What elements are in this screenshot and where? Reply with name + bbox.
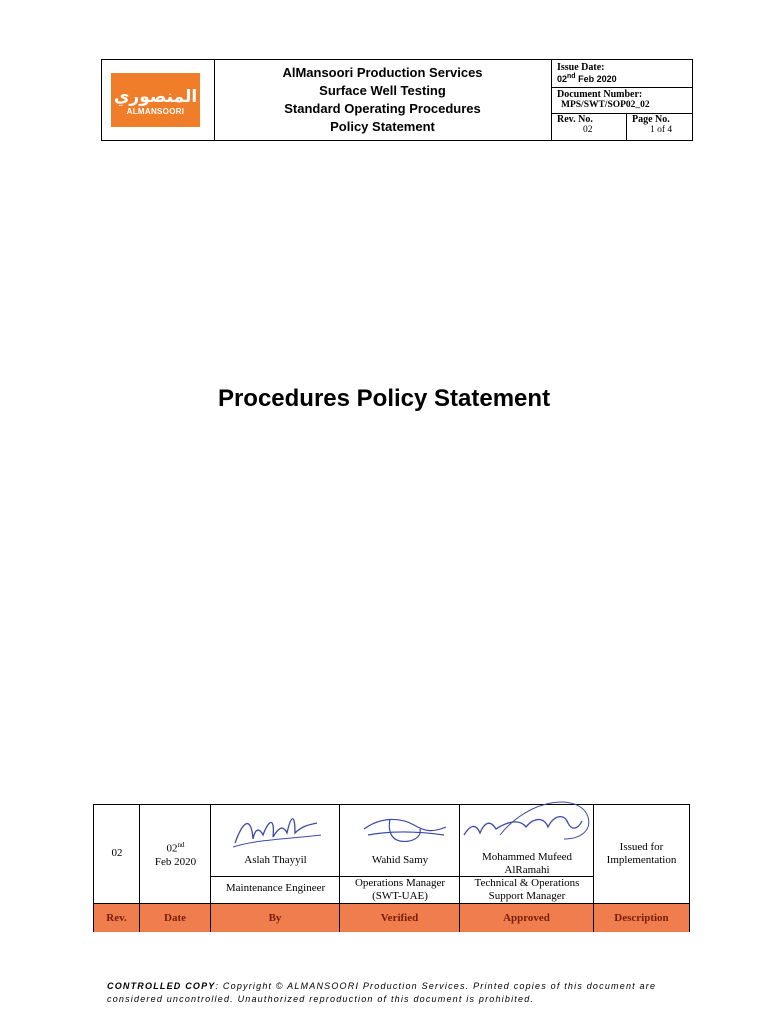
by-name: Aslah Thayyil — [244, 854, 307, 866]
signature-aslah — [229, 809, 324, 853]
document-number-value: MPS/SWT/SOP02_02 — [561, 100, 650, 110]
verified-role-line-2: (SWT-UAE) — [372, 890, 428, 902]
by-cell — [211, 805, 340, 903]
revision-table — [93, 804, 690, 932]
by-role: Maintenance Engineer — [225, 882, 326, 894]
rev-no-cell — [551, 113, 627, 140]
approved-role-line-1: Technical & Operations — [474, 877, 580, 889]
header-title-line-4: Policy Statement — [330, 119, 435, 134]
issue-date-day: 02 — [557, 74, 568, 84]
issue-date-rest: Feb 2020 — [575, 74, 617, 84]
page-no-label: Page No. — [632, 114, 670, 125]
by-divider — [211, 876, 339, 877]
description-cell — [594, 805, 689, 903]
approved-cell — [460, 805, 594, 903]
document-header — [101, 59, 693, 141]
controlled-copy-label: CONTROLLED COPY — [107, 981, 216, 991]
date-value — [140, 839, 211, 869]
date-rest: Feb 2020 — [154, 855, 197, 868]
verified-role — [340, 877, 460, 903]
issue-date-label: Issue Date: — [557, 62, 605, 73]
rev-cell — [94, 805, 140, 903]
approved-name — [460, 851, 594, 877]
approved-role — [460, 877, 594, 903]
issue-date-suffix: nd — [567, 73, 576, 80]
logo-english-text: ALMANSOORI — [126, 107, 185, 116]
header-title-line-3: Standard Operating Procedures — [284, 101, 481, 116]
description-line-2: Implementation — [606, 854, 677, 866]
date-suffix: nd — [177, 841, 185, 849]
page-no-value: 1 of 4 — [650, 125, 673, 135]
issue-date-value — [557, 73, 617, 84]
description-value — [594, 841, 689, 867]
header-rev: Rev. — [94, 904, 140, 932]
document-number-cell — [551, 87, 692, 114]
footer-copyright — [107, 980, 707, 1006]
approved-name-line-1: Mohammed Mufeed — [481, 851, 573, 863]
header-title-line-2: Surface Well Testing — [319, 83, 446, 98]
approved-name-line-2: AlRamahi — [504, 864, 550, 876]
rev-no-value: 02 — [583, 125, 593, 135]
rev-value: 02 — [111, 847, 123, 859]
footer-text-line-1: : Copyright © ALMANSOORI Production Services. Printed copies of this document are — [215, 981, 657, 991]
page-no-cell — [626, 113, 692, 140]
verified-name: Wahid Samy — [371, 854, 429, 866]
footer-text-line-2: considered uncontrolled. Unauthorized reproduction of this document is prohibited. — [107, 994, 535, 1004]
rev-no-label: Rev. No. — [557, 114, 593, 125]
header-approved: Approved — [460, 904, 594, 932]
logo-cell — [102, 60, 215, 140]
header-verified: Verified — [340, 904, 460, 932]
verified-cell — [340, 805, 460, 903]
signature-wahid — [360, 809, 450, 849]
header-title-line-1: AlMansoori Production Services — [282, 65, 483, 80]
date-day: 02 — [166, 842, 178, 855]
header-meta-block — [551, 60, 692, 140]
almansoori-logo — [111, 73, 200, 127]
header-title-block — [214, 60, 552, 140]
rev-page-row — [551, 113, 692, 140]
document-heading: Procedures Policy Statement — [217, 385, 551, 412]
document-number-label: Document Number: — [557, 89, 643, 100]
header-date: Date — [140, 904, 211, 932]
issue-date-cell — [551, 60, 692, 88]
approved-role-line-2: Support Manager — [488, 890, 566, 902]
logo-arabic-text: المنصوري — [113, 87, 198, 107]
header-description: Description — [614, 912, 669, 924]
revision-table-header-row — [94, 903, 689, 932]
description-line-1: Issued for — [619, 841, 664, 853]
header-by: By — [211, 904, 340, 932]
signature-mohammed — [460, 795, 594, 851]
verified-role-line-1: Operations Manager — [354, 877, 446, 889]
date-cell — [140, 805, 211, 903]
